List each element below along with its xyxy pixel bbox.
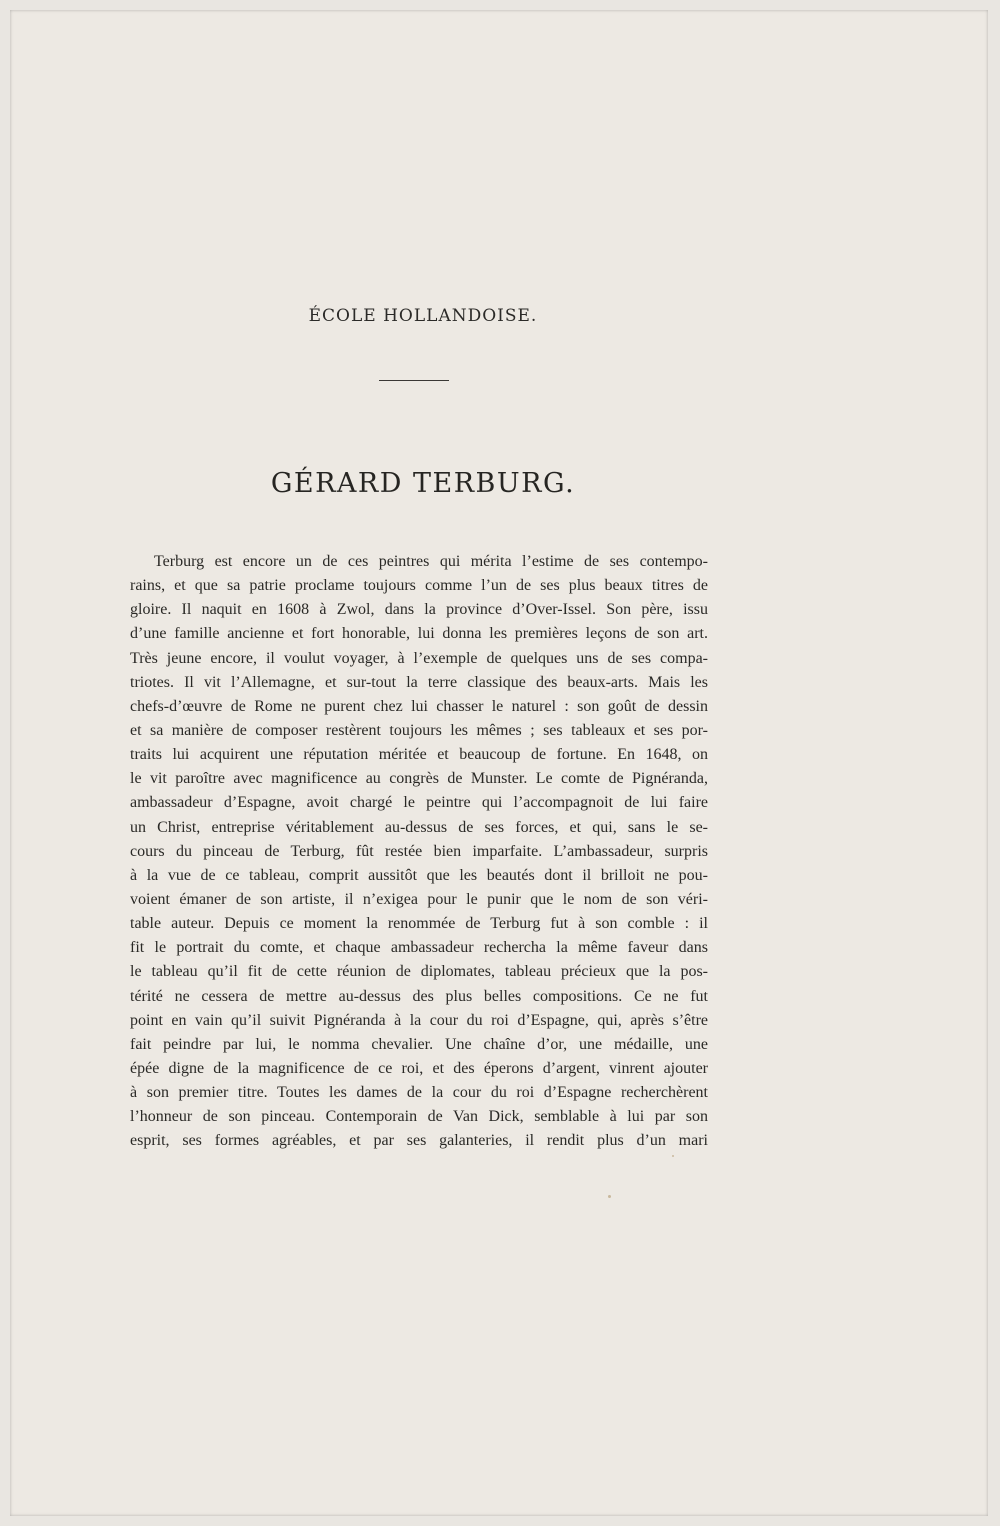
document-page [10,10,988,1516]
page-title: GÉRARD TERBURG. [270,468,576,499]
body-line: fait peindre par lui, le nomma chevalier. Une chaîne d’or, une médaille, une [130,1035,708,1053]
body-line: point en vain qu’il suivit Pignéranda à la cour du roi d’Espagne, qui, après s’être [130,1011,708,1029]
paper-spot [608,1195,611,1198]
body-line: traits lui acquirent une réputation méritée et beaucoup de fortune. En 1648, on [130,746,708,764]
body-line: térité ne cessera de mettre au-dessus des plus belles compositions. Ce ne fut [130,987,708,1005]
body-line: le vit paroître avec magnificence au congrès de Munster. Le comte de Pignéranda, [130,770,708,788]
body-line: triotes. Il vit l’Allemagne, et sur-tout la terre classique des beaux-arts. Mais les [130,673,708,691]
body-line: table auteur. Depuis ce moment la renommée de Terburg fut à son comble : il [130,915,708,933]
body-line: chefs-d’œuvre de Rome ne purent chez lui chasser le naturel : son goût de dessin [130,697,708,715]
body-line: Terburg est encore un de ces peintres qui mérita l’estime de ses contempo- [154,553,708,570]
body-line: cours du pinceau de Terburg, fût restée bien imparfaite. L’ambassadeur, surpris [130,842,708,860]
body-line: esprit, ses formes agréables, et par ses galanteries, il rendit plus d’un mari [130,1132,708,1150]
body-line: à la vue de ce tableau, comprit aussitôt que les beautés dont il brilloit ne pou- [130,866,708,884]
body-line: d’une famille ancienne et fort honorable, lui donna les premières leçons de son art. [130,625,708,643]
body-line: et sa manière de composer restèrent toujours les mêmes ; ses tableaux et ses por- [130,721,708,739]
body-line: un Christ, entreprise véritablement au-dessus de ses forces, et qui, sans le se- [130,818,708,836]
body-line: épée digne de la magnificence de ce roi, et des éperons d’argent, vinrent ajouter [130,1059,708,1077]
body-line: rains, et que sa patrie proclame toujours comme l’un de ses plus beaux titres de [130,577,708,595]
body-line: voient émaner de son artiste, il n’exigea pour le punir que le nom de son véri- [130,890,708,908]
body-line: à son premier titre. Toutes les dames de la cour du roi d’Espagne recherchèrent [130,1084,708,1102]
body-line: ambassadeur d’Espagne, avoit chargé le peintre qui l’accompagnoit de lui faire [130,794,708,812]
body-line: gloire. Il naquit en 1608 à Zwol, dans la province d’Over-Issel. Son père, issu [130,601,708,619]
school-heading: ÉCOLE HOLLANDOISE. [308,306,538,326]
body-line: Très jeune encore, il voulut voyager, à l’exemple de quelques uns de ses compa- [130,649,708,667]
paper-spot [672,1155,674,1157]
body-text [130,550,708,1154]
body-line: fit le portrait du comte, et chaque ambassadeur rechercha la même faveur dans [130,939,708,957]
body-line: le tableau qu’il fit de cette réunion de diplomates, tableau précieux que la pos- [130,963,708,981]
body-line: l’honneur de son pinceau. Contemporain de Van Dick, semblable à lui par son [130,1108,708,1126]
heading-divider [379,380,449,381]
